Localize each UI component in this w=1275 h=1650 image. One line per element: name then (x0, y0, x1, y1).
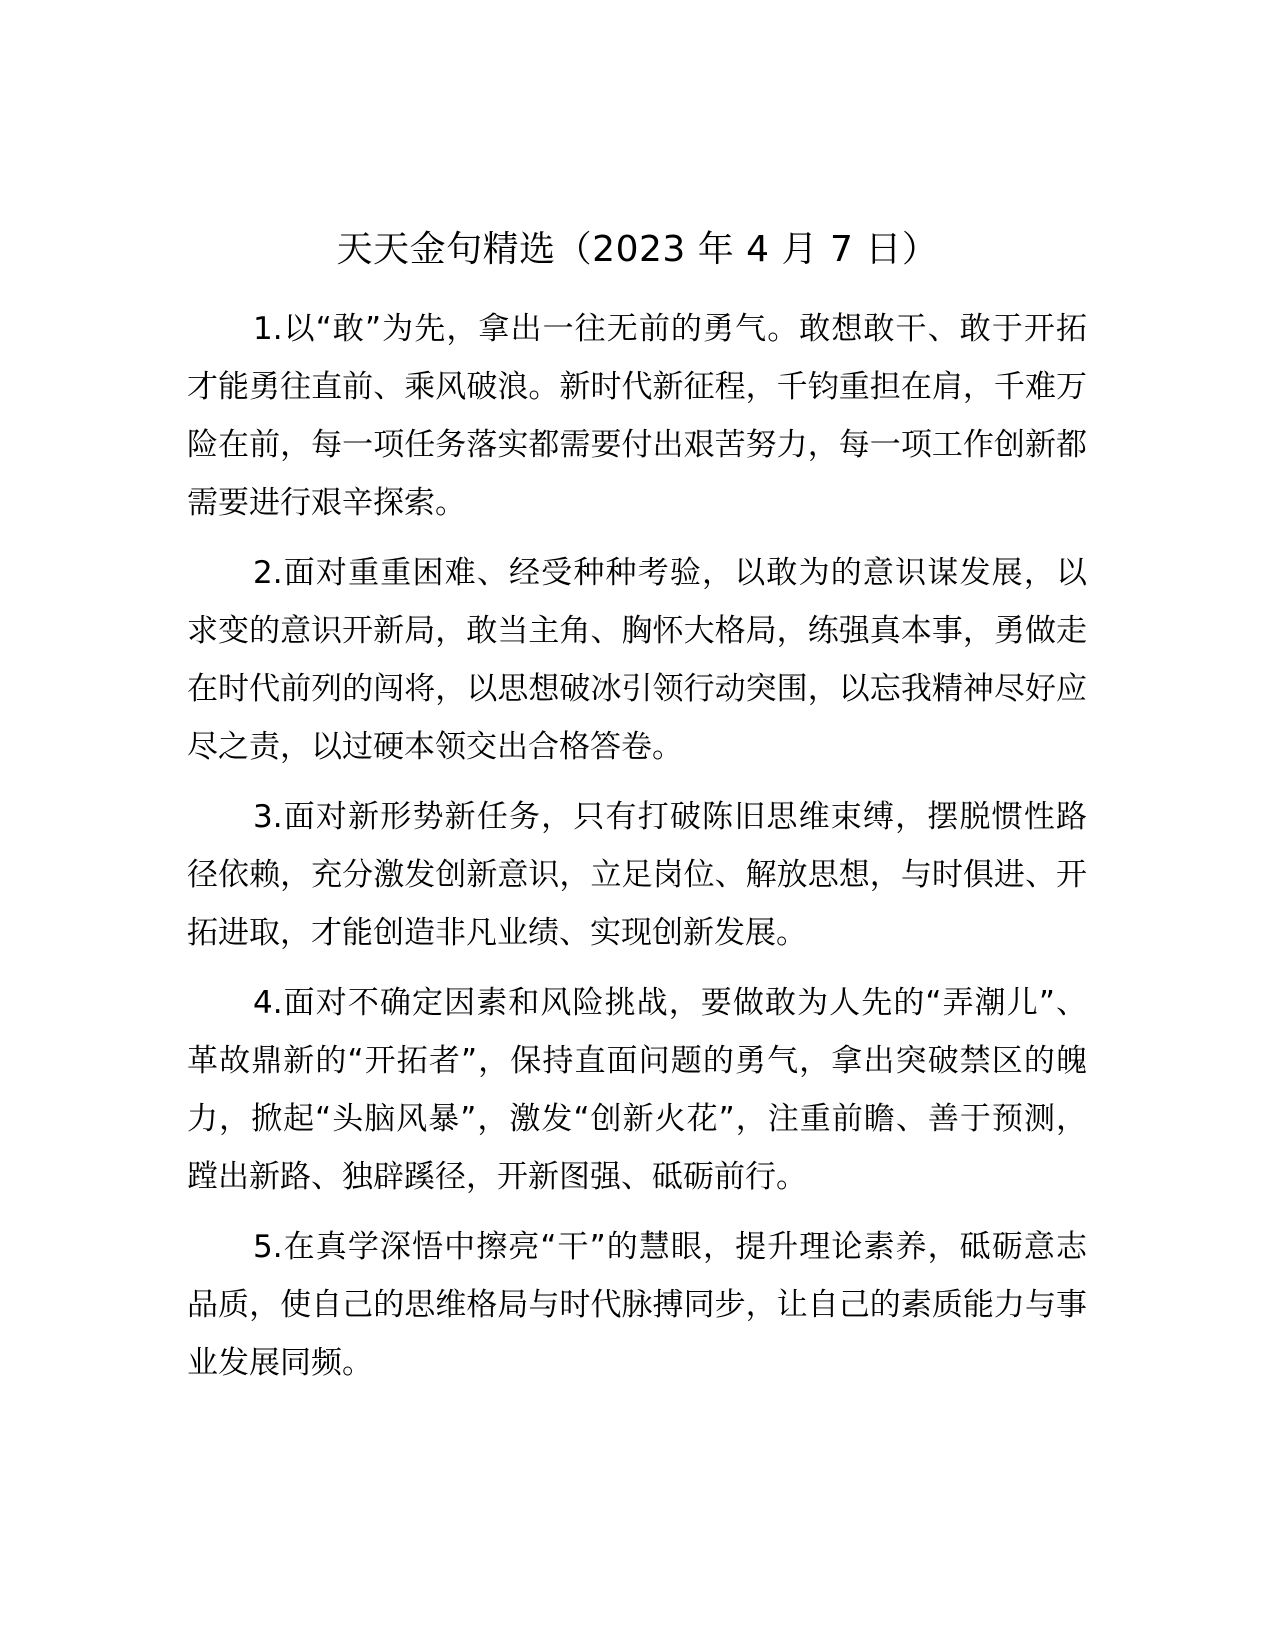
document-title: 天天金句精选（2023 年 4 月 7 日） (336, 229, 939, 270)
paragraph-3: 3.面对新形势新任务，只有打破陈旧思维束缚，摆脱惯性路径依赖，充分激发创新意识，立足岗位、解放思想，与时俱进、开拓进取，才能创造非凡业绩、实现创新发展。 (187, 799, 1087, 951)
document-body (187, 300, 1087, 1404)
paragraph-2: 2.面对重重困难、经受种种考验，以敢为的意识谋发展，以求变的意识开新局，敢当主角、胸怀大格局，练强真本事，勇做走在时代前列的闯将，以思想破冰引领行动突围，以忘我精神尽好应尽之责，以过硬本领交出合格答卷。 (187, 555, 1087, 765)
paragraph-5: 5.在真学深悟中擦亮“干”的慧眼，提升理论素养，砥砺意志品质，使自己的思维格局与时代脉搏同步，让自己的素质能力与事业发展同频。 (187, 1229, 1087, 1381)
paragraph-4: 4.面对不确定因素和风险挑战，要做敢为人先的“弄潮儿”、革故鼎新的“开拓者”，保持直面问题的勇气，拿出突破禁区的魄力，掀起“头脑风暴”，激发“创新火花”，注重前瞻、善于预测，蹚出新路、独辟蹊径，开新图强、砥砺前行。 (187, 985, 1087, 1195)
paragraph-1: 1.以“敢”为先，拿出一往无前的勇气。敢想敢干、敢于开拓才能勇往直前、乘风破浪。新时代新征程，千钧重担在肩，千难万险在前，每一项任务落实都需要付出艰苦努力，每一项工作创新都需要进行艰辛探索。 (187, 311, 1087, 521)
